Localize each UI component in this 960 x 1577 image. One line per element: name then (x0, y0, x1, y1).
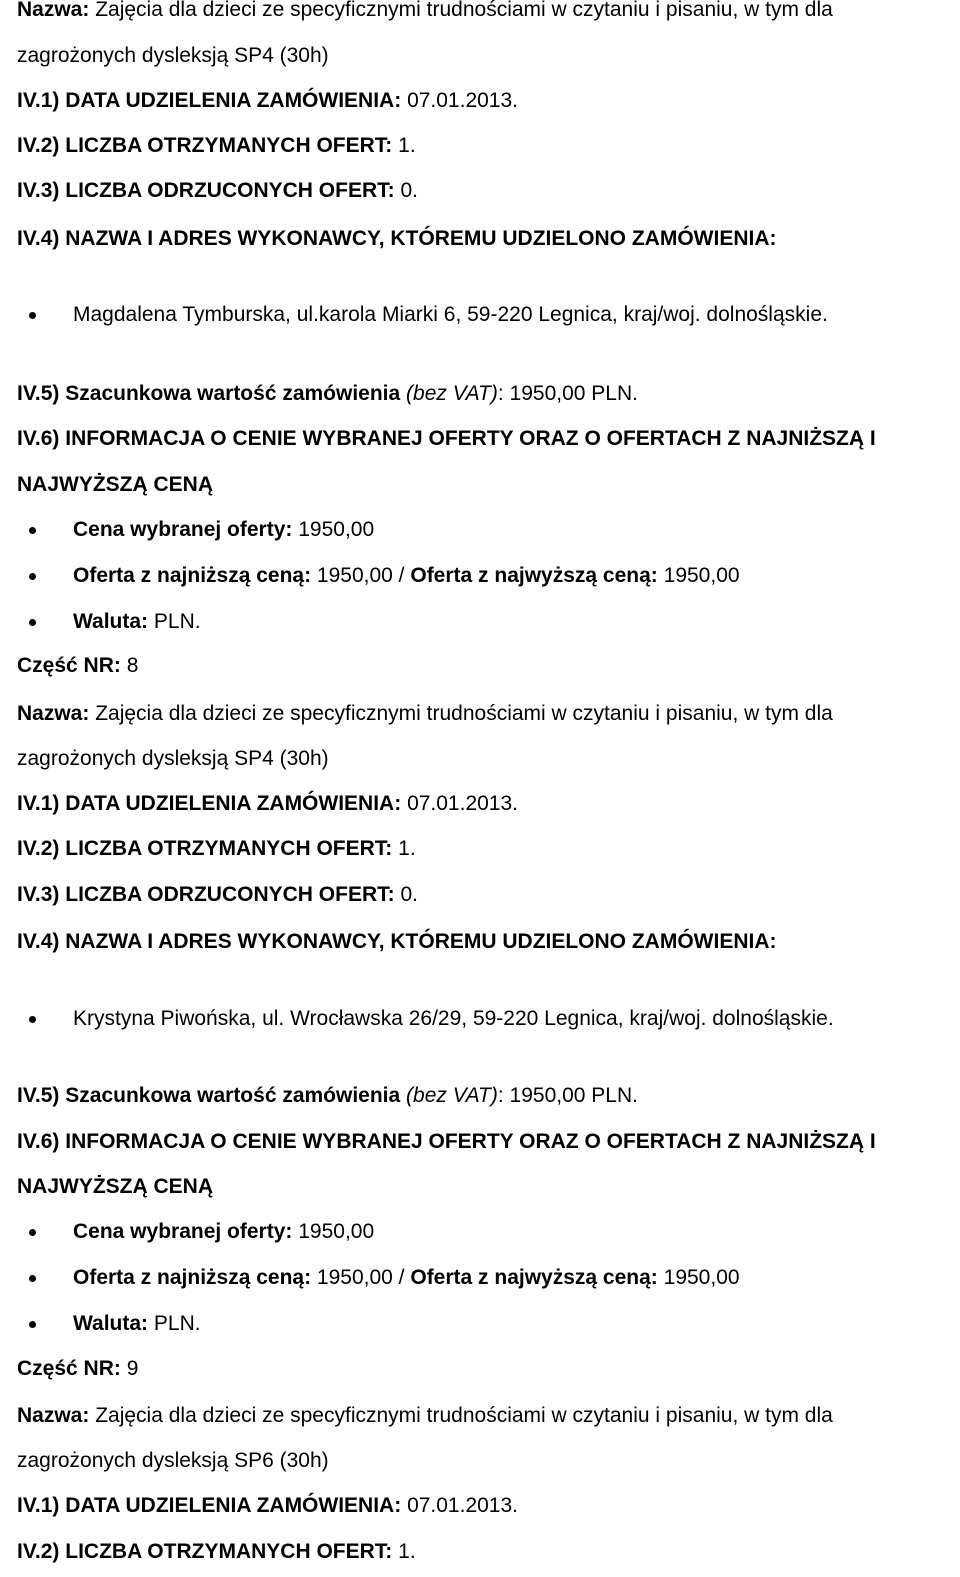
part7-nazwa (17, 0, 956, 24)
wartosc-value: : 1950,00 PLN. (497, 1084, 638, 1107)
nazwa-value: Zajęcia dla dzieci ze specyficznymi trudnościami w czytaniu i pisaniu, w tym dla (95, 1404, 833, 1427)
liczba-ofert-value: 1. (398, 837, 416, 860)
nazwa-label: Nazwa: (17, 0, 90, 21)
odrzucone-label: IV.3) LICZBA ODRZUCONYCH OFERT: (17, 179, 395, 202)
nazwa-value: Zajęcia dla dzieci ze specyficznymi trudnościami w czytaniu i pisaniu, w tym dla (95, 702, 833, 725)
part9-nazwa-cont: zagrożonych dysleksją SP6 (30h) (17, 1449, 329, 1472)
data-label: IV.1) DATA UDZIELENIA ZAMÓWIENIA: (17, 792, 402, 815)
part8-wykonawca-heading: IV.4) NAZWA I ADRES WYKONAWCY, KTÓREMU UDZIELONO ZAMÓWIENIA: (17, 930, 777, 953)
part8-informacja: IV.6) INFORMACJA O CENIE WYBRANEJ OFERTY ORAZ O OFERTACH Z NAJNIŻSZĄ I (17, 1130, 876, 1153)
odrzucone-value: 0. (400, 179, 418, 202)
bullet-icon (29, 1321, 36, 1328)
part7-wykonawca-heading: IV.4) NAZWA I ADRES WYKONAWCY, KTÓREMU UDZIELONO ZAMÓWIENIA: (17, 227, 777, 250)
wartosc-vat: (bez VAT) (406, 1084, 498, 1107)
part8-wykonawca-value: Krystyna Piwońska, ul. Wrocławska 26/29, 59-220 Legnica, kraj/woj. dolnośląskie. (73, 1007, 834, 1030)
part8-czesc (17, 652, 956, 680)
najwyzsza-value: 1950,00 (663, 1266, 740, 1289)
bullet-icon (29, 312, 36, 319)
najnizsza-value: 1950,00 / (316, 564, 405, 587)
part7-cena (73, 516, 956, 544)
part9-liczba-ofert (17, 1538, 956, 1566)
czesc-label: Część NR: (17, 654, 121, 677)
part7-odrzucone (17, 177, 956, 205)
part7-wartosc (17, 380, 956, 408)
part7-wykonawca-value: Magdalena Tymburska, ul.karola Miarki 6, 59-220 Legnica, kraj/woj. dolnośląskie. (73, 303, 828, 326)
bullet-icon (29, 1016, 36, 1023)
czesc-label: Część NR: (17, 1357, 121, 1380)
data-label: IV.1) DATA UDZIELENIA ZAMÓWIENIA: (17, 89, 402, 112)
bullet-icon (29, 573, 36, 580)
part8-odrzucone (17, 881, 956, 909)
data-value: 07.01.2013. (407, 1494, 518, 1517)
part8-nazwa-cont: zagrożonych dysleksją SP4 (30h) (17, 747, 329, 770)
cena-label: Cena wybranej oferty: (73, 1220, 293, 1243)
part8-oferty-ceny (73, 1264, 956, 1292)
part8-informacja-cont: NAJWYŻSZĄ CENĄ (17, 1175, 214, 1198)
liczba-ofert-label: IV.2) LICZBA OTRZYMANYCH OFERT: (17, 134, 393, 157)
najnizsza-value: 1950,00 / (316, 1266, 405, 1289)
czesc-value: 8 (126, 654, 139, 677)
part8-wartosc (17, 1082, 956, 1110)
waluta-value: PLN. (153, 610, 201, 633)
waluta-value: PLN. (153, 1312, 201, 1335)
odrzucone-label: IV.3) LICZBA ODRZUCONYCH OFERT: (17, 883, 395, 906)
part7-nazwa-cont: zagrożonych dysleksją SP4 (30h) (17, 44, 329, 67)
data-value: 07.01.2013. (407, 792, 518, 815)
wartosc-value: : 1950,00 PLN. (497, 382, 638, 405)
cena-label: Cena wybranej oferty: (73, 518, 293, 541)
waluta-label: Waluta: (73, 610, 149, 633)
nazwa-value: Zajęcia dla dzieci ze specyficznymi trudnościami w czytaniu i pisaniu, w tym dla (95, 0, 833, 21)
bullet-icon (29, 1275, 36, 1282)
part9-nazwa (17, 1402, 956, 1430)
part7-waluta (73, 608, 956, 636)
czesc-value: 9 (126, 1357, 139, 1380)
part7-informacja: IV.6) INFORMACJA O CENIE WYBRANEJ OFERTY ORAZ O OFERTACH Z NAJNIŻSZĄ I (17, 427, 876, 450)
waluta-label: Waluta: (73, 1312, 149, 1335)
part9-data-udzielenia (17, 1492, 956, 1520)
part7-data-udzielenia (17, 87, 956, 115)
najnizsza-label: Oferta z najniższą ceną: (73, 1266, 312, 1289)
part8-liczba-ofert (17, 835, 956, 863)
data-label: IV.1) DATA UDZIELENIA ZAMÓWIENIA: (17, 1494, 402, 1517)
part7-liczba-ofert (17, 132, 956, 160)
nazwa-label: Nazwa: (17, 702, 90, 725)
liczba-ofert-label: IV.2) LICZBA OTRZYMANYCH OFERT: (17, 837, 393, 860)
najwyzsza-value: 1950,00 (663, 564, 740, 587)
wartosc-label: IV.5) Szacunkowa wartość zamówienia (17, 382, 401, 405)
najnizsza-label: Oferta z najniższą ceną: (73, 564, 312, 587)
wartosc-label: IV.5) Szacunkowa wartość zamówienia (17, 1084, 401, 1107)
part9-czesc (17, 1355, 956, 1383)
part8-waluta (73, 1310, 956, 1338)
part8-data-udzielenia (17, 790, 956, 818)
part8-cena (73, 1218, 956, 1246)
bullet-icon (29, 619, 36, 626)
najwyzsza-label: Oferta z najwyższą ceną: (410, 1266, 658, 1289)
bullet-icon (29, 1229, 36, 1236)
part7-informacja-cont: NAJWYŻSZĄ CENĄ (17, 473, 214, 496)
wartosc-vat: (bez VAT) (406, 382, 498, 405)
part7-oferty-ceny (73, 562, 956, 590)
bullet-icon (29, 527, 36, 534)
najwyzsza-label: Oferta z najwyższą ceną: (410, 564, 658, 587)
liczba-ofert-value: 1. (398, 1540, 416, 1563)
odrzucone-value: 0. (400, 883, 418, 906)
part8-nazwa (17, 700, 956, 728)
cena-value: 1950,00 (298, 518, 375, 541)
cena-value: 1950,00 (298, 1220, 375, 1243)
liczba-ofert-value: 1. (398, 134, 416, 157)
data-value: 07.01.2013. (407, 89, 518, 112)
liczba-ofert-label: IV.2) LICZBA OTRZYMANYCH OFERT: (17, 1540, 393, 1563)
nazwa-label: Nazwa: (17, 1404, 90, 1427)
